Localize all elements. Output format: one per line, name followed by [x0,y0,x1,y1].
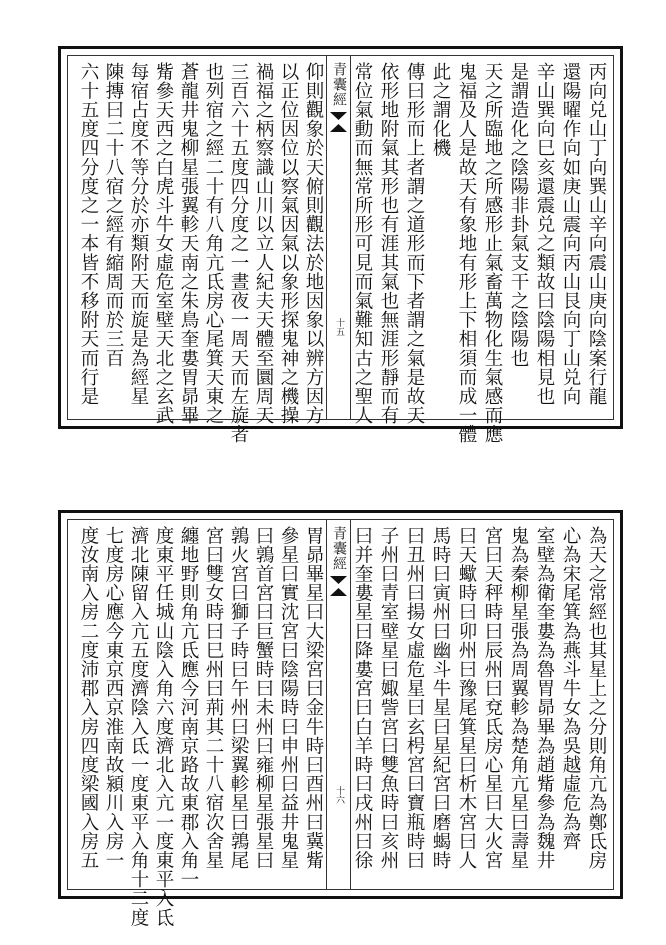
fish-tail-mark-icon [330,576,347,584]
page-frame [67,55,614,444]
text-column: 馬時曰寅州曰幽斗牛星曰星紀宮曰磨蝎時 [430,526,451,870]
text-column: 七度房心應今東京西京淮南故潁川入房一 [103,526,124,870]
text-column: 胃昴畢星曰大梁宮曰金牛時曰酉州曰冀觜 [303,526,324,870]
text-column: 三百六十五度四分度之一晝夜一周天而左旋者 [228,62,249,444]
text-column: 丙向兑山丁向巽山辛向震山庚向陰案行龍 [586,62,607,406]
text-column: 室壁為衛奎婁為魯胃昴畢為趙觜參為魏井 [534,526,555,870]
text-column: 還陽曜作向如庚山震向丙山艮向丁山兑向 [560,62,581,406]
text-column: 以正位因位以察氣因氣以象形探鬼神之機操 [278,62,299,425]
text-column: 子州曰青室壁星曰娵訾宮曰雙魚時曰亥州 [378,526,399,870]
text-column: 宮曰雙女時曰巳州曰荊其二十八宿次舍星 [203,526,224,870]
text-column: 觜參天西之白虎斗牛女虛危室壁天北之玄武 [153,62,174,425]
text-column: 陳摶曰二十八宿之經有縮周而於三百 [103,62,124,368]
text-column: 蒼龍井鬼柳星張翼軫天南之朱鳥奎婁胃昴畢 [178,62,199,425]
text-column: 禍福之柄察識山川以立人紀夫天體至圜周天 [253,62,274,425]
text-column: 鬼福及人是故天有象地有形上下相須而成一體 [456,62,477,444]
center-fold [326,520,351,889]
fish-tail-mark-icon [330,588,347,596]
text-column: 仰則觀象於天俯則觀法於地因象以辨方因方 [303,62,324,425]
book-title: 青囊經 [331,526,347,571]
text-column: 此之謂化機 [430,62,451,158]
text-column: 曰丑州曰揚女虛危星曰玄枵宮曰寶瓶時曰 [404,526,425,870]
text-column: 心為宋尾箕為燕斗牛女為吳越虛危為齊 [560,526,581,851]
text-column: 每宿占度不等分於亦類附天而旋是為經星 [128,62,149,406]
text-column: 天之所臨地之所感形止氣畜萬物化生氣感而應 [482,62,503,444]
text-column: 辛山巽向巳亥還震兑之類故曰陰陽相見也 [534,62,555,406]
left-half [68,520,326,928]
text-column: 常位氣動而無常所形可見而氣難知古之聖人 [352,62,373,425]
text-column: 是謂造化之陰陽非卦氣支干之陰陽也 [508,62,529,368]
text-column: 參星曰實沈宮曰陰陽時曰申州曰益井鬼星 [278,526,299,870]
center-fold [326,56,351,419]
page-number: 十六 [334,786,344,804]
left-half [68,56,326,444]
text-column: 六十五度四分度之一本皆不移附天而行是 [78,62,99,406]
text-column: 曰鶉首宮曰巨蟹時曰未州曰雍柳星張星曰 [253,526,274,870]
text-column: 也列宿之經二十有八角亢氐房心尾箕天東之 [203,62,224,425]
fish-tail-mark-icon [330,124,347,132]
text-column: 宮曰天秤時曰辰州曰兗氐房心星曰大火宮 [482,526,503,870]
text-column: 鶉火宮曰獅子時曰午州曰梁翼軫星曰鶉尾 [228,526,249,870]
right-half [345,520,613,889]
text-column: 纏地野則角亢氐應今河南京路故東郡入角一 [178,526,199,889]
text-column: 依形地附氣其形也有涯其氣也無涯形靜而有 [378,62,399,425]
right-half [345,56,613,444]
text-column: 為天之常經也其星上之分則角亢為鄭氐房 [586,526,607,870]
text-column: 曰天蠍時曰卯州曰豫尾箕星曰析木宮曰人 [456,526,477,870]
book-page-bottom [58,510,623,928]
text-column: 傳曰形而上者謂之道形而下者謂之氣是故天 [404,62,425,425]
text-column: 度汝南入房二度沛郡入房四度梁國入房五 [78,526,99,870]
text-column: 濟北陳留入亢五度濟陰入氐一度東平入角十二度 [128,526,149,928]
page-frame [67,519,614,928]
text-column: 鬼為秦柳星張為周翼軫為楚角亢星曰壽星 [508,526,529,870]
text-column: 度東平任城山陰入角六度濟北入亢一度東平入氐 [153,526,174,928]
book-page-top [58,46,623,444]
book-title: 青囊經 [331,62,347,107]
text-column: 曰并奎婁星曰降婁宮曰白羊時曰戌州曰徐 [352,526,373,870]
page-number: 十五 [334,318,344,336]
fish-tail-mark-icon [330,112,347,120]
